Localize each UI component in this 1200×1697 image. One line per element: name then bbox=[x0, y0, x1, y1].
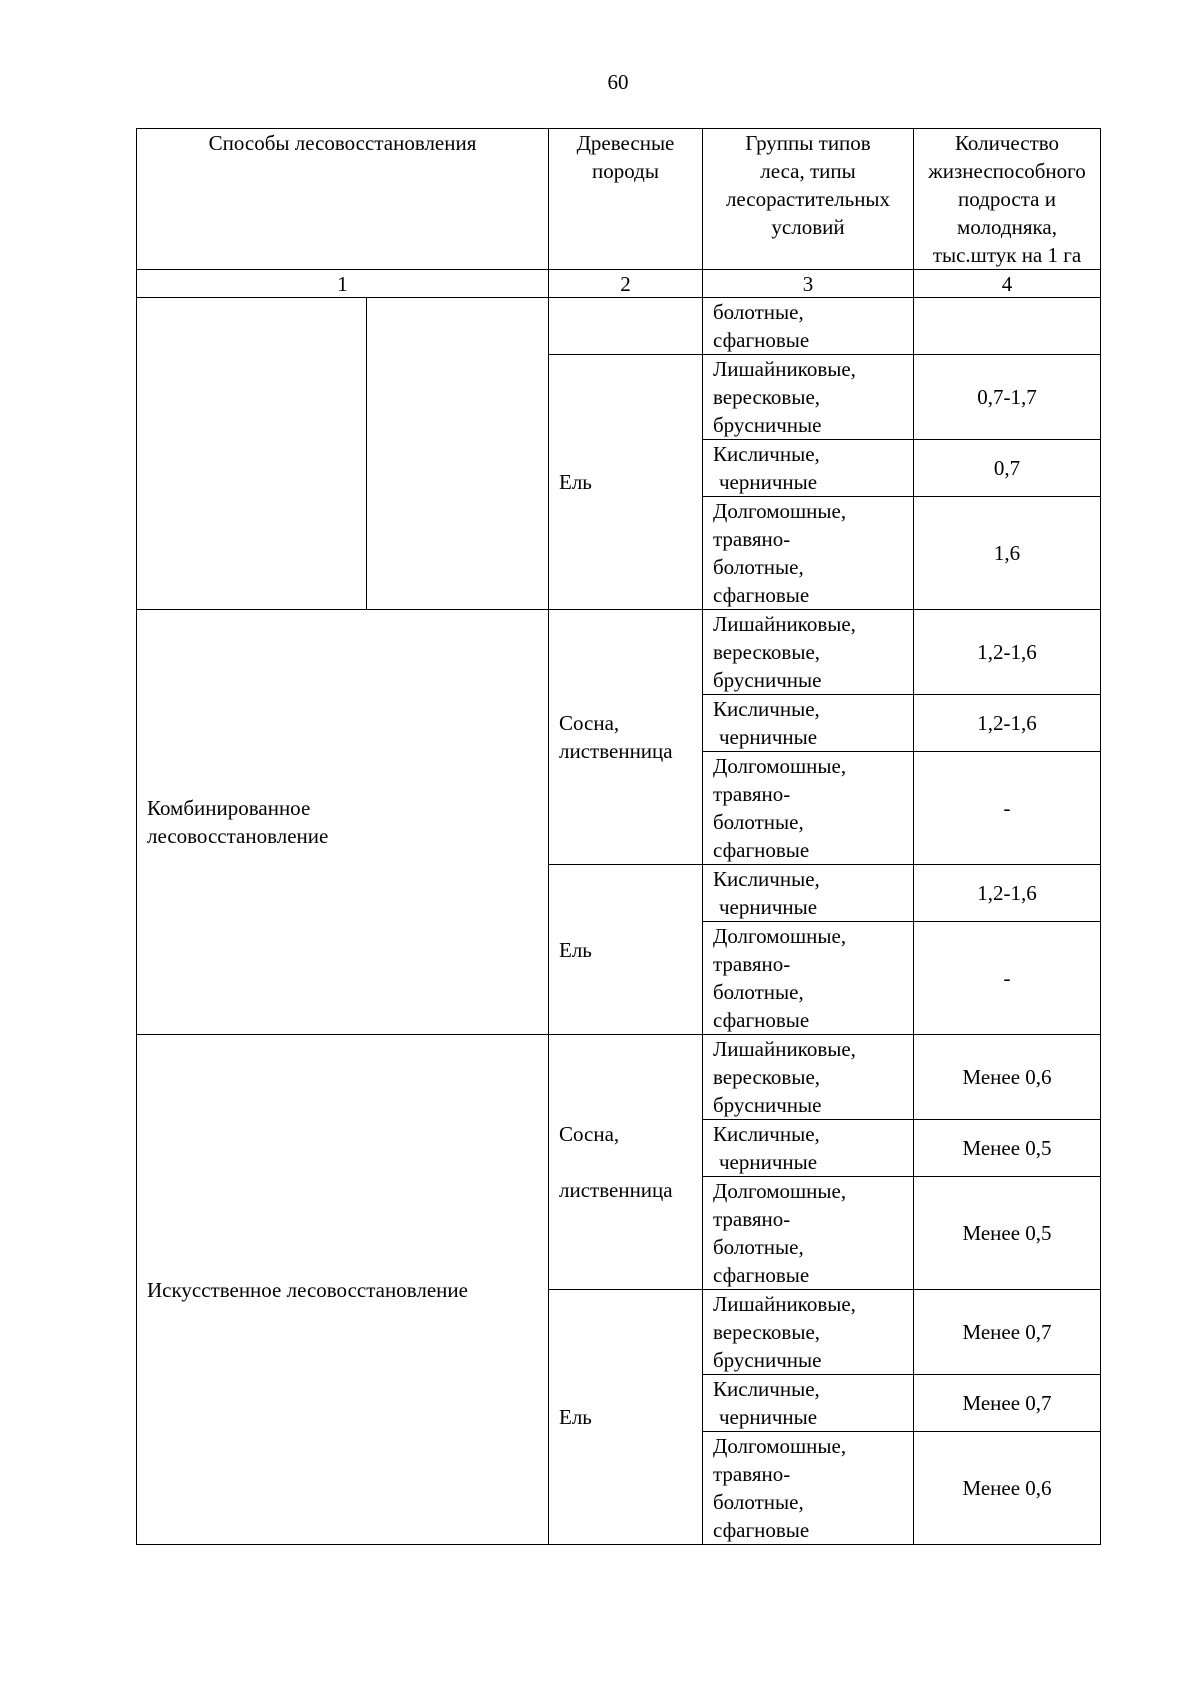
column-number: 2 bbox=[549, 270, 703, 298]
forest-type-cell: болотные, сфагновые bbox=[703, 298, 914, 355]
column-number: 1 bbox=[137, 270, 549, 298]
species-cell: Сосна, лиственница bbox=[549, 1035, 703, 1290]
quantity-cell: 0,7 bbox=[914, 440, 1101, 497]
forest-regeneration-table bbox=[136, 128, 1101, 1545]
quantity-cell: Менее 0,6 bbox=[914, 1432, 1101, 1545]
quantity-cell: 1,6 bbox=[914, 497, 1101, 610]
species-cell-continued bbox=[549, 298, 703, 355]
forest-type-cell: Долгомошные, травяно- болотные, сфагновые bbox=[703, 752, 914, 865]
quantity-cell: Менее 0,7 bbox=[914, 1290, 1101, 1375]
method-cell-continued bbox=[137, 298, 367, 610]
forest-type-cell: Лишайниковые, вересковые, брусничные bbox=[703, 610, 914, 695]
quantity-cell: 1,2-1,6 bbox=[914, 610, 1101, 695]
quantity-cell: Менее 0,7 bbox=[914, 1375, 1101, 1432]
forest-type-cell: Кисличные, черничные bbox=[703, 865, 914, 922]
forest-type-cell: Кисличные, черничные bbox=[703, 695, 914, 752]
quantity-cell bbox=[914, 298, 1101, 355]
species-cell: Сосна, лиственница bbox=[549, 610, 703, 865]
table-row bbox=[137, 298, 1101, 355]
column-number: 4 bbox=[914, 270, 1101, 298]
method-artificial: Искусственное лесовосстановление bbox=[137, 1035, 549, 1545]
forest-type-cell: Лишайниковые, вересковые, брусничные bbox=[703, 1035, 914, 1120]
header-methods: Способы лесовосстановления bbox=[137, 129, 549, 270]
quantity-cell: Менее 0,6 bbox=[914, 1035, 1101, 1120]
species-cell: Ель bbox=[549, 1290, 703, 1545]
species-cell: Ель bbox=[549, 355, 703, 610]
table-header-row bbox=[137, 129, 1101, 270]
column-numbers-row bbox=[137, 270, 1101, 298]
species-cell: Ель bbox=[549, 865, 703, 1035]
forest-type-cell: Кисличные, черничные bbox=[703, 1375, 914, 1432]
header-species: Древесные породы bbox=[549, 129, 703, 270]
forest-type-cell: Кисличные, черничные bbox=[703, 440, 914, 497]
forest-type-cell: Долгомошные, травяно- болотные, сфагновые bbox=[703, 922, 914, 1035]
subgroup-cell-continued bbox=[367, 298, 549, 610]
table-row bbox=[137, 610, 1101, 695]
forest-type-cell: Долгомошные, травяно- болотные, сфагновые bbox=[703, 1432, 914, 1545]
forest-type-cell: Долгомошные, травяно- болотные, сфагновые bbox=[703, 497, 914, 610]
quantity-cell: - bbox=[914, 752, 1101, 865]
column-number: 3 bbox=[703, 270, 914, 298]
quantity-cell: 1,2-1,6 bbox=[914, 695, 1101, 752]
quantity-cell: Менее 0,5 bbox=[914, 1120, 1101, 1177]
header-forest-types: Группы типов леса, типы лесорастительных условий bbox=[703, 129, 914, 270]
quantity-cell: 0,7-1,7 bbox=[914, 355, 1101, 440]
forest-type-cell: Долгомошные, травяно- болотные, сфагновые bbox=[703, 1177, 914, 1290]
table-row bbox=[137, 1035, 1101, 1120]
forest-type-cell: Кисличные, черничные bbox=[703, 1120, 914, 1177]
forest-type-cell: Лишайниковые, вересковые, брусничные bbox=[703, 1290, 914, 1375]
method-combined: Комбинированное лесовосстановление bbox=[137, 610, 549, 1035]
quantity-cell: 1,2-1,6 bbox=[914, 865, 1101, 922]
quantity-cell: Менее 0,5 bbox=[914, 1177, 1101, 1290]
header-quantity: Количество жизнеспособного подроста и молодняка, тыс.штук на 1 га bbox=[914, 129, 1101, 270]
page-number: 60 bbox=[607, 70, 629, 94]
forest-type-cell: Лишайниковые, вересковые, брусничные bbox=[703, 355, 914, 440]
quantity-cell: - bbox=[914, 922, 1101, 1035]
